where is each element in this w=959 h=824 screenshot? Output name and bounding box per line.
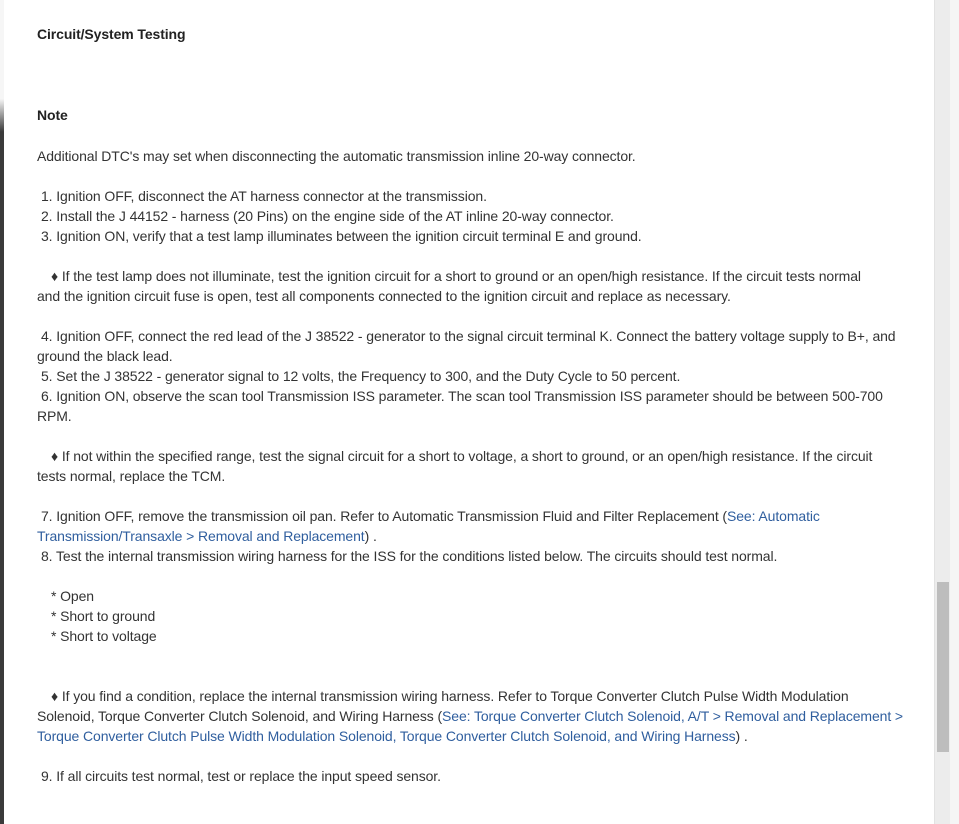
step-item: 9. If all circuits test normal, test or replace the input speed sensor.: [41, 768, 441, 784]
condition-item: * Short to voltage: [51, 628, 157, 644]
step-item: 8. Test the internal transmission wiring harness for the ISS for the conditions listed below. The circuits should test normal.: [41, 548, 778, 564]
step-item: 4. Ignition OFF, connect the red lead of the J 38522 - generator to the signal circuit terminal K. Connect the battery voltage supply to B+, and: [41, 328, 896, 344]
condition-item: * Short to ground: [51, 608, 156, 624]
step-item-continued: [37, 526, 377, 546]
condition-item: * Open: [51, 588, 94, 604]
step-item: 2. Install the J 44152 - harness (20 Pins) on the engine side of the AT inline 20-way connector.: [41, 208, 614, 224]
tcc-solenoid-replacement-link-continued[interactable]: Torque Converter Clutch Pulse Width Modulation Solenoid, Torque Converter Clutch Solenoid, and Wiring Harness: [37, 728, 736, 744]
window-right-edge: [950, 0, 959, 824]
fluid-filter-replacement-link-continued[interactable]: Transmission/Transaxle > Removal and Replacement: [37, 528, 365, 544]
step-item: 1. Ignition OFF, disconnect the AT harness connector at the transmission.: [41, 188, 487, 204]
bullet-item-continued: tests normal, replace the TCM.: [37, 468, 226, 484]
step-item-continued: ground the black lead.: [37, 348, 173, 364]
bullet-text: Solenoid, Torque Converter Clutch Solenoid, and Wiring Harness (: [37, 708, 443, 724]
step-item: 3. Ignition ON, verify that a test lamp illuminates between the ignition circuit terminal E and ground.: [41, 228, 642, 244]
step-text: ) .: [364, 528, 377, 544]
step-item: 6. Ignition ON, observe the scan tool Transmission ISS parameter. The scan tool Transmission ISS parameter should be between 500-700: [41, 388, 883, 404]
note-text: Additional DTC's may set when disconnecting the automatic transmission inline 20-way connector.: [37, 148, 636, 164]
section-heading: Circuit/System Testing: [37, 26, 186, 42]
bullet-item-continued: [37, 706, 903, 726]
step-text: 7. Ignition OFF, remove the transmission oil pan. Refer to Automatic Transmission Fluid and Filter Replacement (: [41, 508, 727, 524]
bullet-item-continued: and the ignition circuit fuse is open, test all components connected to the ignition circuit and replace as necessary.: [37, 288, 731, 304]
note-label: Note: [37, 107, 68, 123]
step-item: 5. Set the J 38522 - generator signal to 12 volts, the Frequency to 300, and the Duty Cycle to 50 percent.: [41, 368, 681, 384]
tcc-solenoid-replacement-link[interactable]: See: Torque Converter Clutch Solenoid, A/T > Removal and Replacement >: [442, 708, 903, 724]
bullet-text: ) .: [735, 728, 748, 744]
bullet-item: ♦ If you find a condition, replace the internal transmission wiring harness. Refer to Torque Converter Clutch Pulse Width Modulation: [51, 688, 849, 704]
fluid-filter-replacement-link[interactable]: See: Automatic: [727, 508, 820, 524]
vertical-scrollbar-thumb[interactable]: [937, 582, 949, 752]
window-left-edge: [0, 0, 4, 824]
step-item: [41, 506, 820, 526]
bullet-item: ♦ If not within the specified range, test the signal circuit for a short to voltage, a short to ground, or an open/high resistance. If the circuit: [51, 448, 873, 464]
bullet-item: ♦ If the test lamp does not illuminate, test the ignition circuit for a short to ground or an open/high resistance. If the circuit tests normal: [51, 268, 861, 284]
step-item-continued: RPM.: [37, 408, 72, 424]
bullet-item-continued: [37, 726, 748, 746]
